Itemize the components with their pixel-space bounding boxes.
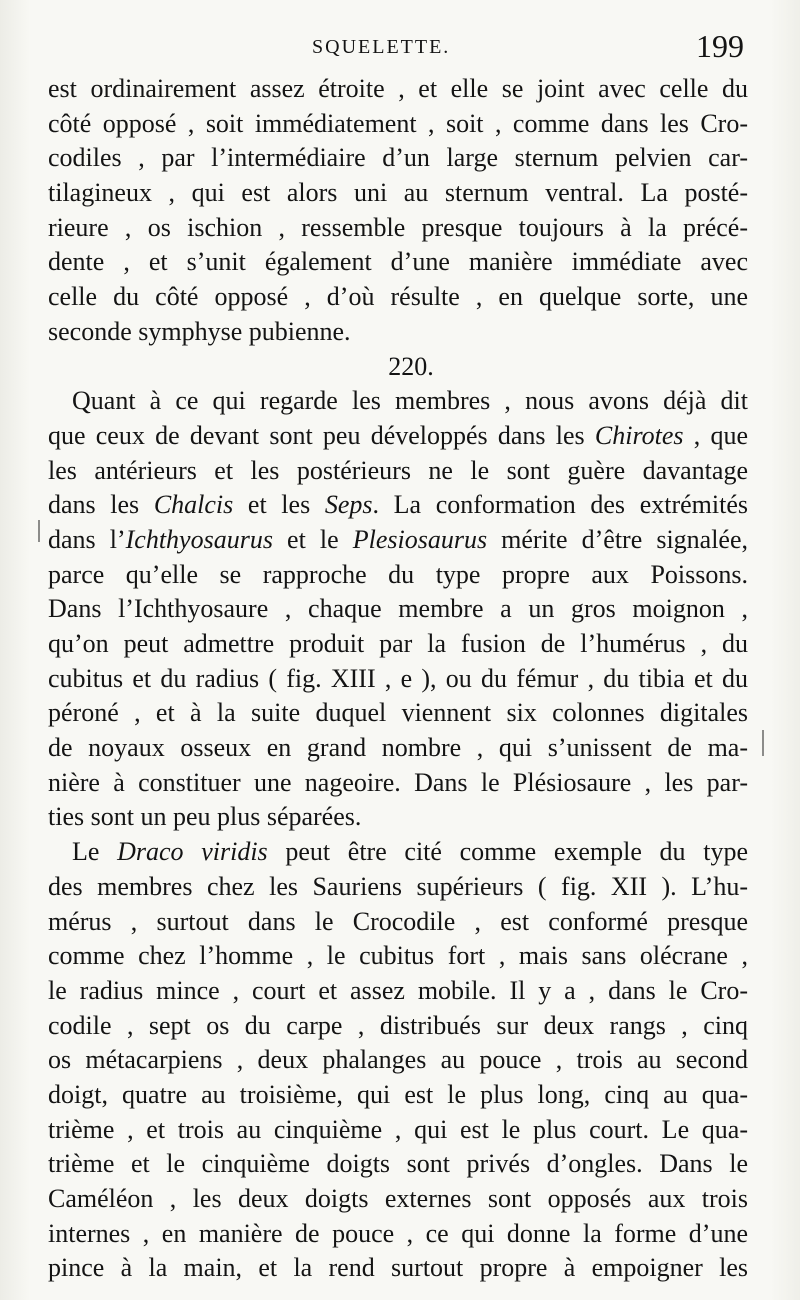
paragraph — [48, 384, 748, 835]
text-line: celle du côté opposé , d’où résulte , en quelque sorte, une — [48, 282, 748, 312]
text-span: et les — [233, 490, 325, 520]
text-line: est ordinairement assez étroite , et elle se joint avec celle du — [48, 74, 748, 103]
text-line: internes , en manière de pouce , ce qui donne la forme d’une — [48, 1218, 748, 1248]
text-line — [48, 419, 748, 454]
text-span: Le — [72, 837, 118, 867]
text-line: côté opposé , soit immédiatement , soit , comme dans les Cro- — [48, 108, 748, 138]
page-number: 199 — [696, 28, 744, 64]
text-line: de noyaux osseux en grand nombre , qui s’unissent de ma- — [48, 733, 748, 763]
species-name: Draco viridis — [117, 837, 268, 867]
genus-name: Chalcis — [153, 490, 234, 520]
text-line: dente , et s’unit également d’une manière immédiate avec — [48, 247, 748, 277]
text-line: Quant à ce qui regarde les membres , nous avons déjà dit — [72, 386, 748, 416]
genus-name: Chirotes — [594, 420, 684, 450]
text-span: dans l’ — [48, 524, 126, 554]
text-span: . La conformation des extrémités — [372, 490, 748, 520]
text-line: codile , sept os du carpe , distribués sur deux rangs , cinq — [48, 1010, 748, 1040]
genus-name: Plesiosaurus — [352, 524, 488, 554]
running-title: SQUELETTE. — [312, 36, 451, 58]
text-span: , que — [683, 420, 748, 450]
body-text — [48, 72, 748, 1286]
paragraph — [48, 72, 748, 350]
text-line — [48, 488, 748, 523]
text-line: parce qu’elle se rapproche du type propre aux Poissons. — [48, 559, 748, 589]
text-line: ties sont un peu plus séparées. — [48, 802, 362, 832]
margin-mark — [762, 730, 764, 756]
genus-name: Seps — [324, 490, 373, 520]
text-line: pince à la main, et la rend surtout propre à empoigner les — [48, 1253, 748, 1283]
margin-mark — [38, 520, 40, 542]
text-line: os métacarpiens , deux phalanges au pouce , trois au second — [48, 1045, 748, 1075]
text-span: mérite d’être signalée, — [487, 524, 749, 554]
text-span: que ceux de devant sont peu développés dans les — [48, 420, 595, 450]
text-line: comme chez l’homme , le cubitus fort , mais sans olécrane , — [48, 941, 748, 971]
text-line: codiles , par l’intermédiaire d’un large sternum pelvien car- — [48, 143, 748, 173]
text-line: cubitus et du radius ( fig. XIII , e ), ou du fémur , du tibia et du — [48, 663, 748, 693]
text-line: qu’on peut admettre produit par la fusion de l’humérus , du — [48, 629, 748, 658]
text-line: seconde symphyse pubienne. — [48, 316, 351, 346]
paragraph — [48, 835, 748, 1286]
running-head — [44, 28, 744, 68]
text-line — [48, 835, 748, 870]
text-line: le radius mince , court et assez mobile. Il y a , dans le Cro- — [48, 975, 748, 1005]
text-line: Caméléon , les deux doigts externes sont opposés aux trois — [48, 1184, 748, 1213]
text-span: peut être cité comme exemple du type — [267, 837, 748, 867]
section-number: 220. — [388, 351, 434, 381]
text-line — [48, 523, 748, 558]
text-line: tilagineux , qui est alors uni au sternum ventral. La posté- — [48, 178, 748, 208]
text-line: nière à constituer une nageoire. Dans le Plésiosaure , les par- — [48, 767, 748, 797]
text-span: dans les — [48, 490, 154, 520]
text-line: Dans l’Ichthyosaure , chaque membre a un gros moignon , — [48, 594, 748, 624]
text-line: rieure , os ischion , ressemble presque toujours à la précé- — [48, 212, 748, 242]
genus-name: Ichthyosaurus — [125, 524, 273, 554]
text-line: les antérieurs et les postérieurs ne le sont guère davantage — [48, 455, 748, 485]
text-span: et le — [272, 524, 353, 554]
text-line: mérus , surtout dans le Crocodile , est conformé presque — [48, 906, 748, 936]
text-line: trième et le cinquième doigts sont privés d’ongles. Dans le — [48, 1149, 748, 1179]
text-line: doigt, quatre au troisième, qui est le plus long, cinq au qua- — [48, 1079, 748, 1109]
text-line: péroné , et à la suite duquel viennent six colonnes digitales — [48, 698, 748, 728]
text-line: trième , et trois au cinquième , qui est le plus court. Le qua- — [48, 1114, 748, 1144]
text-line: des membres chez les Sauriens supérieurs ( fig. XII ). L’hu- — [48, 871, 748, 901]
